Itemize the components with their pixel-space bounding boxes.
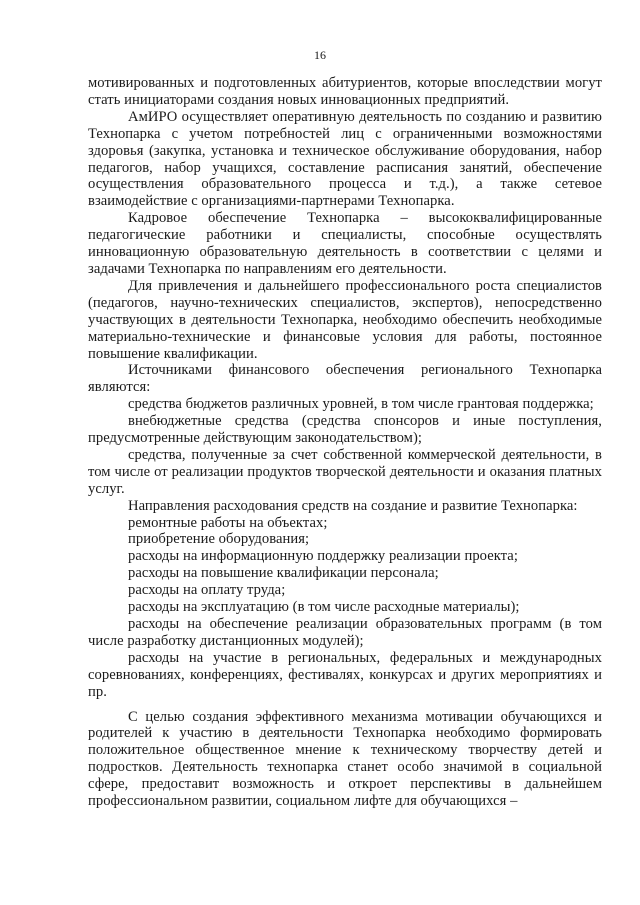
- funding-item: внебюджетные средства (средства спонсоров и иные поступления, предусмотренные действующим законодательством);: [88, 413, 602, 447]
- page-number: 16: [314, 48, 326, 62]
- paragraph: С целью создания эффективного механизма мотивации обучающихся и родителей к участию в деятельности Технопарка необходимо формировать положительное общественное мнение к техническому творчеству детей и подростков. Деятельность технопарка станет особо значимой в социальной сфере, предоставит возможность и откроет перспективы в дальнейшем профессиональном развитии, социальном лифте для обучающихся –: [88, 708, 602, 810]
- paragraph: АмИРО осуществляет оперативную деятельность по созданию и развитию Технопарка с учетом потребностей лиц с ограниченными возможностями здоровья (закупка, установка и техническое обслуживание оборудования, набор педагогов, набор учащихся, составление расписания занятий, обеспечение осуществления образовательного процесса и т.д.), а также сетевое взаимодействие с организациями-партнерами Технопарка.: [88, 108, 602, 210]
- funding-item: средства, полученные за счет собственной коммерческой деятельности, в том числе от реализации продуктов творческой деятельности и оказания платных услуг.: [88, 446, 602, 497]
- expense-item: расходы на обеспечение реализации образовательных программ (в том числе разработку дистанционных модулей);: [88, 616, 602, 649]
- expense-item: расходы на повышение квалификации персонала;: [128, 565, 439, 582]
- paragraph: Источниками финансового обеспечения регионального Технопарка являются:: [88, 362, 602, 396]
- paragraph: Для привлечения и дальнейшего профессионального роста специалистов (педагогов, научно-технических специалистов, экспертов), непосредственно участвующих в деятельности Технопарка, необходимо обеспечить необходимые материально-технические и финансовые условия для работы, постоянное повышение квалификации.: [88, 277, 602, 362]
- paragraph: Направления расходования средств на создание и развитие Технопарка:: [128, 497, 578, 514]
- expense-item: ремонтные работы на объектах;: [128, 514, 328, 531]
- expense-item: расходы на оплату труда;: [128, 582, 286, 599]
- paragraph: Кадровое обеспечение Технопарка – высококвалифицированные педагогические работники и специалисты, способные осуществлять инновационную образовательную деятельность в соответствии с целями и задачами Технопарка по направлениям его деятельности.: [88, 210, 602, 277]
- expense-item: расходы на участие в региональных, федеральных и международных соревнованиях, конференциях, фестивалях, конкурсах и других мероприятиях и пр.: [88, 649, 602, 700]
- expense-item: расходы на эксплуатацию (в том числе расходные материалы);: [128, 599, 520, 616]
- expense-item: приобретение оборудования;: [128, 531, 310, 548]
- body-text: [88, 75, 602, 810]
- expense-item: расходы на информационную поддержку реализации проекта;: [128, 548, 518, 565]
- paragraph: мотивированных и подготовленных абитуриентов, которые впоследствии могут стать инициаторами создания новых инновационных предприятий.: [88, 75, 602, 108]
- funding-item: средства бюджетов различных уровней, в том числе грантовая поддержка;: [128, 396, 594, 413]
